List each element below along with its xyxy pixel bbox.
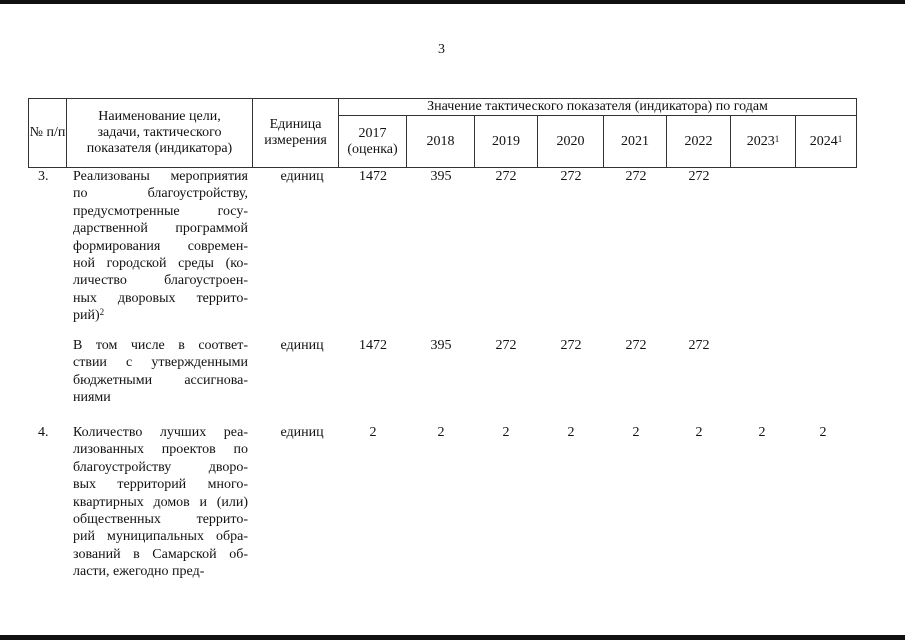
value-cell: 272 — [688, 169, 710, 184]
header-year: 2023$^1$ — [731, 116, 796, 168]
indicator-name-line: зований в Самарской об- — [73, 546, 248, 562]
header-year: 2017 (оценка) — [339, 116, 407, 168]
indicator-name-text: ниями — [73, 390, 111, 406]
indicator-table-header — [28, 98, 857, 168]
indicator-name-line: по благоустройству, — [73, 186, 248, 202]
header-values-group: Значение тактического показателя (индикатора) по годам — [339, 99, 857, 116]
indicator-name-line — [73, 389, 248, 406]
indicator-name-line: В том числе в соответ- — [73, 338, 248, 353]
value-cell: 272 — [495, 338, 517, 353]
value-cell: 2 — [632, 425, 640, 440]
indicator-name — [73, 424, 248, 581]
indicator-name-line: формирования современ- — [73, 238, 248, 254]
value-cell: 2 — [502, 425, 510, 440]
value-cell: 272 — [560, 338, 582, 353]
indicator-name-line: лизованных проектов по — [73, 442, 248, 458]
indicator-name-line: Количество лучших реа- — [73, 425, 248, 440]
indicator-name-line — [73, 563, 248, 580]
indicator-name-line: вых территорий много- — [73, 477, 248, 493]
indicator-name-line — [73, 307, 248, 324]
value-cell: 395 — [430, 338, 452, 353]
unit-cell: единиц — [280, 425, 324, 440]
indicator-name-line: рий муниципальных обра- — [73, 529, 248, 545]
value-cell: 2 — [567, 425, 575, 440]
value-cell: 272 — [625, 169, 647, 184]
indicator-name-line: личество благоустроен- — [73, 273, 248, 289]
indicator-name-text: рий) — [73, 308, 100, 324]
unit-cell: единиц — [280, 169, 324, 184]
header-num: № п/п — [29, 99, 67, 168]
header-year: 2021 — [604, 116, 667, 168]
page-border-top — [0, 0, 905, 4]
header-year: 2020 — [538, 116, 604, 168]
indicator-name-text: ласти, ежегодно пред- — [73, 564, 205, 580]
unit-cell: единиц — [280, 338, 324, 353]
value-cell: 395 — [430, 169, 452, 184]
page-number: 3 — [438, 42, 445, 57]
header-year: 2022 — [667, 116, 731, 168]
indicator-name-line: дарственной программой — [73, 221, 248, 237]
page-border-bottom — [0, 635, 905, 640]
indicator-name-line: ной городской среды (ко- — [73, 256, 248, 272]
value-cell: 2 — [819, 425, 827, 440]
header-unit: Единица измерения — [253, 99, 339, 168]
value-cell: 2 — [437, 425, 445, 440]
header-name: Наименование цели, задачи, тактического показателя (индикатора) — [67, 99, 253, 168]
indicator-name-line: бюджетными ассигнова- — [73, 372, 248, 388]
indicator-name-line: ных дворовых террито- — [73, 290, 248, 306]
row-number: 4. — [38, 425, 49, 440]
value-cell: 272 — [495, 169, 517, 184]
value-cell: 272 — [688, 338, 710, 353]
indicator-name-line: благоустройству дворо- — [73, 459, 248, 475]
indicator-name-line: Реализованы мероприятия — [73, 169, 248, 184]
indicator-name — [73, 168, 248, 325]
header-year: 2018 — [407, 116, 475, 168]
value-cell: 2 — [695, 425, 703, 440]
indicator-name-line: ствии с утвержденными — [73, 355, 248, 371]
value-cell: 1472 — [359, 338, 387, 353]
indicator-name-line: общественных террито- — [73, 512, 248, 528]
header-year: 2019 — [475, 116, 538, 168]
value-cell: 1472 — [359, 169, 387, 184]
footnote-marker: 2 — [99, 307, 105, 318]
indicator-name — [73, 337, 248, 407]
value-cell: 272 — [560, 169, 582, 184]
value-cell: 2 — [758, 425, 766, 440]
row-number: 3. — [38, 169, 49, 184]
header-year: 2024$^1$ — [796, 116, 857, 168]
value-cell: 2 — [369, 425, 377, 440]
indicator-name-line: квартирных домов и (или) — [73, 494, 248, 510]
indicator-name-line: предусмотренные госу- — [73, 203, 248, 219]
value-cell: 272 — [625, 338, 647, 353]
